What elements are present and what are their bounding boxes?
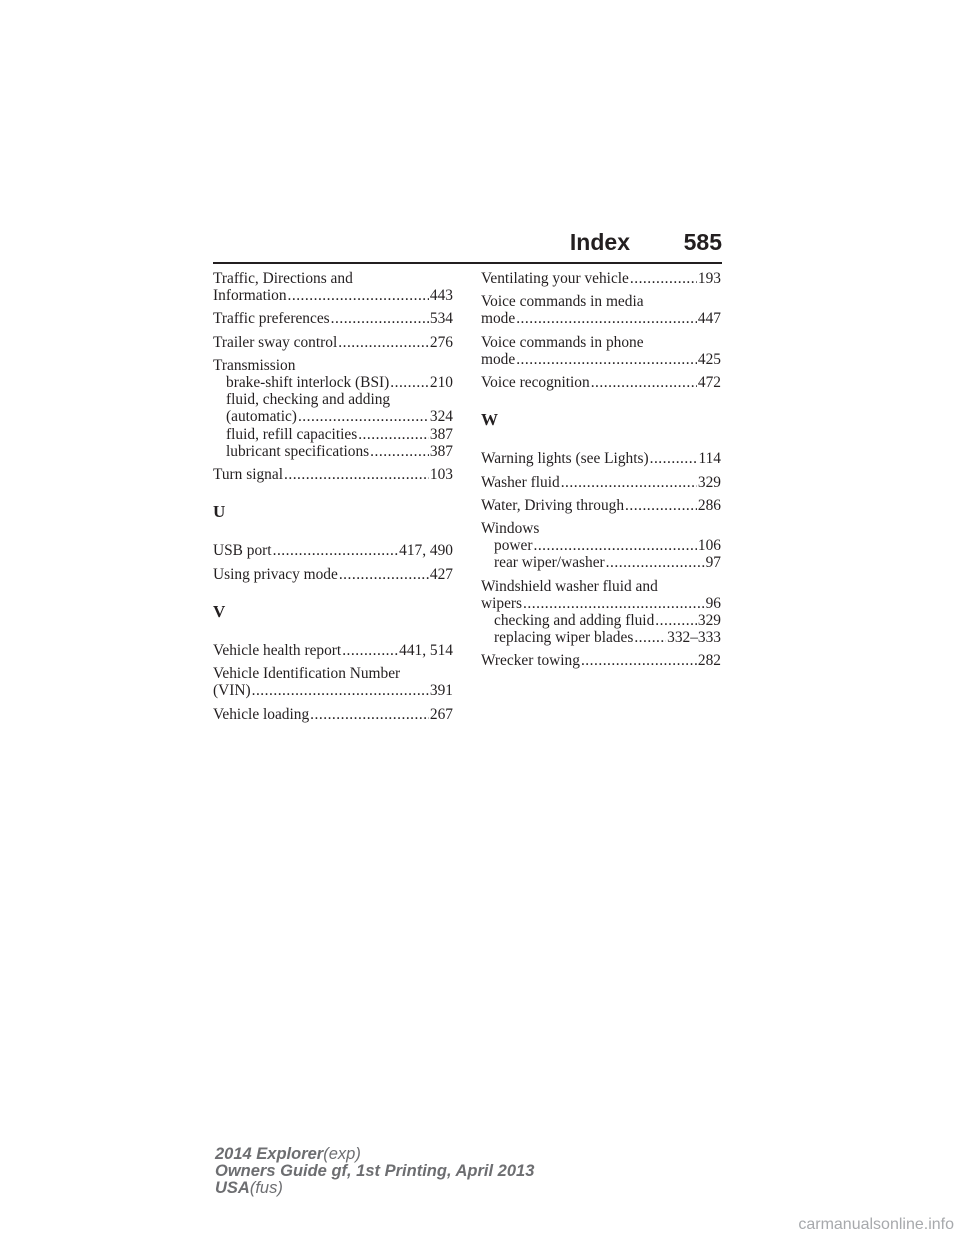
- page-ref[interactable]: 267: [429, 705, 453, 723]
- page-ref[interactable]: 417, 490: [399, 542, 453, 560]
- page-ref[interactable]: 103: [429, 466, 453, 484]
- section-letter: V: [213, 601, 226, 621]
- page-ref[interactable]: 427: [429, 565, 453, 583]
- page-ref[interactable]: 324: [429, 408, 453, 426]
- index-entry: Turn signal ..... 103: [213, 466, 453, 483]
- page-footer: [215, 1146, 534, 1197]
- page-ref[interactable]: 96: [705, 594, 721, 612]
- index-column-right: [481, 270, 721, 676]
- index-entry: Transmission brake-shift interlock (BSI) ..... 210 fluid, checking and adding (automatic) ..... 324 fluid, refill capacities ..... 387 lubricant specifications ..... 387: [213, 357, 453, 460]
- index-entry: Washer fluid ..... 329: [481, 474, 721, 491]
- page-ref[interactable]: 210: [429, 374, 453, 392]
- page-header: [213, 229, 722, 262]
- page-ref[interactable]: 447: [697, 310, 721, 328]
- page-ref[interactable]: 332–333: [667, 629, 721, 647]
- page-title: Index: [569, 229, 630, 255]
- index-entry: Wrecker towing ..... 282: [481, 652, 721, 669]
- page-ref[interactable]: 106: [697, 537, 721, 555]
- footer-guide-line: Owners Guide gf, 1st Printing, April 2013: [215, 1162, 535, 1180]
- index-entry: Voice recognition ..... 472: [481, 374, 721, 391]
- section-letter: U: [213, 502, 226, 522]
- index-entry: Traffic, Directions and Information ..... 443: [213, 270, 453, 304]
- footer-market-line: USA(fus): [215, 1179, 283, 1197]
- index-entry: USB port ..... 417, 490: [213, 542, 453, 559]
- page-ref[interactable]: 387: [429, 425, 453, 443]
- section-letter: W: [481, 410, 498, 430]
- index-entry: Ventilating your vehicle ..... 193: [481, 270, 721, 287]
- page-ref[interactable]: 441, 514: [399, 642, 453, 660]
- index-entry: Windshield washer fluid and wipers ..... 96 checking and adding fluid ..... 329 replacing wiper blades ..... 332–333: [481, 578, 721, 647]
- watermark: carmanualsonline.info: [798, 1216, 954, 1233]
- footer-model-line: 2014 Explorer(exp): [215, 1145, 361, 1163]
- page-ref[interactable]: 286: [697, 496, 721, 514]
- index-entry: Traffic preferences ..... 534: [213, 310, 453, 327]
- page-ref[interactable]: 391: [429, 682, 453, 700]
- index-entry: Vehicle loading ..... 267: [213, 706, 453, 723]
- index-entry: Voice commands in phone mode ..... 425: [481, 334, 721, 368]
- index-entry: Trailer sway control ..... 276: [213, 334, 453, 351]
- header-rule: [213, 262, 722, 264]
- index-entry: Water, Driving through ..... 286: [481, 497, 721, 514]
- index-entry: Windows power ..... 106 rear wiper/washer ..... 97: [481, 520, 721, 572]
- page-ref[interactable]: 425: [697, 350, 721, 368]
- page-ref[interactable]: 329: [697, 473, 721, 491]
- page-ref[interactable]: 114: [698, 450, 721, 468]
- index-entry: Vehicle Identification Number (VIN) ..... 391: [213, 665, 453, 699]
- page-ref[interactable]: 97: [705, 554, 721, 572]
- index-entry: Using privacy mode ..... 427: [213, 566, 453, 583]
- page-number: 585: [683, 229, 722, 255]
- page-ref[interactable]: 282: [697, 652, 721, 670]
- index-entry: Voice commands in media mode ..... 447: [481, 293, 721, 327]
- page-ref[interactable]: 443: [429, 287, 453, 305]
- page-ref[interactable]: 387: [429, 442, 453, 460]
- page-ref[interactable]: 193: [697, 270, 721, 287]
- page-ref[interactable]: 472: [697, 374, 721, 392]
- page-ref[interactable]: 276: [429, 333, 453, 351]
- index-entry: Vehicle health report ..... 441, 514: [213, 642, 453, 659]
- index-column-left: [213, 270, 453, 729]
- index-entry: Warning lights (see Lights) ..... 114: [481, 450, 721, 467]
- page-ref[interactable]: 534: [429, 310, 453, 328]
- page-ref[interactable]: 329: [697, 612, 721, 630]
